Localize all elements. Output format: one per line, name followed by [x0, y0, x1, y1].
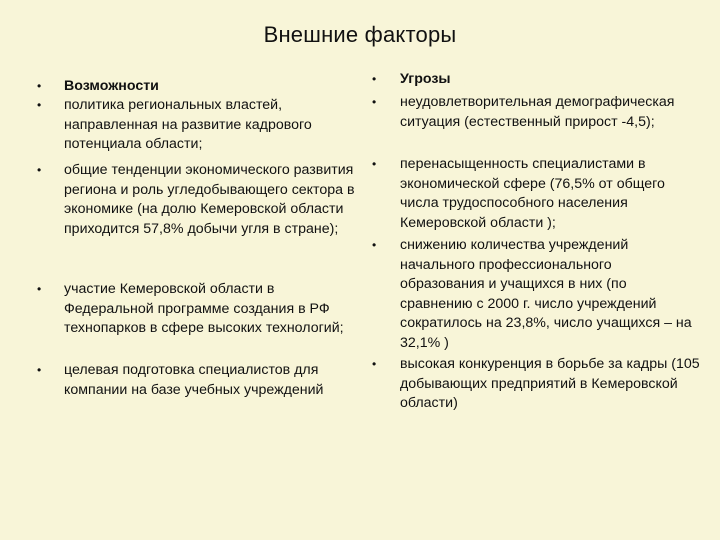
- opportunity-text: общие тенденции экономического развития региона и роль угледобывающего сектора в экономике (на долю Кемеровской области приходится 57,8% добычи угля в стране);: [64, 162, 355, 237]
- bullet-icon: •: [372, 72, 377, 86]
- threat-text: высокая конкуренция в борьбе за кадры (105 добывающих предприятий в Кемеровской области): [400, 356, 700, 411]
- bullet-icon: •: [372, 357, 377, 371]
- threat-text: неудовлетворительная демографическая ситуация (естественный прирост -4,5);: [400, 94, 675, 130]
- opportunities-heading: Возможности: [64, 78, 159, 94]
- opportunity-text: политика региональных властей, направленная на развитие кадрового потенциала области;: [64, 97, 312, 152]
- threat-text: снижению количества учреждений начального профессионального образования и учащихся в них (по сравнению с 2000 г. число учреждений сократилось на 23,8%, число учащихся – на 32,1% ): [400, 237, 692, 351]
- bullet-icon: •: [37, 163, 42, 177]
- threat-text: перенасыщенность специалистами в экономической сфере (76,5% от общего числа трудоспособного населения Кемеровской области );: [400, 156, 665, 231]
- bullet-icon: •: [37, 98, 42, 112]
- bullet-icon: •: [37, 363, 42, 377]
- bullet-icon: •: [372, 95, 377, 109]
- bullet-icon: •: [37, 282, 42, 296]
- opportunity-text: целевая подготовка специалистов для компании на базе учебных учреждений: [64, 362, 324, 398]
- slide-title: Внешние факторы: [263, 22, 457, 47]
- bullet-icon: •: [372, 157, 377, 171]
- opportunity-text: участие Кемеровской области в Федеральной программе создания в РФ технопарков в сфере высоких технологий;: [64, 281, 344, 336]
- threats-heading: Угрозы: [400, 71, 451, 87]
- bullet-icon: •: [372, 238, 377, 252]
- bullet-icon: •: [37, 79, 42, 93]
